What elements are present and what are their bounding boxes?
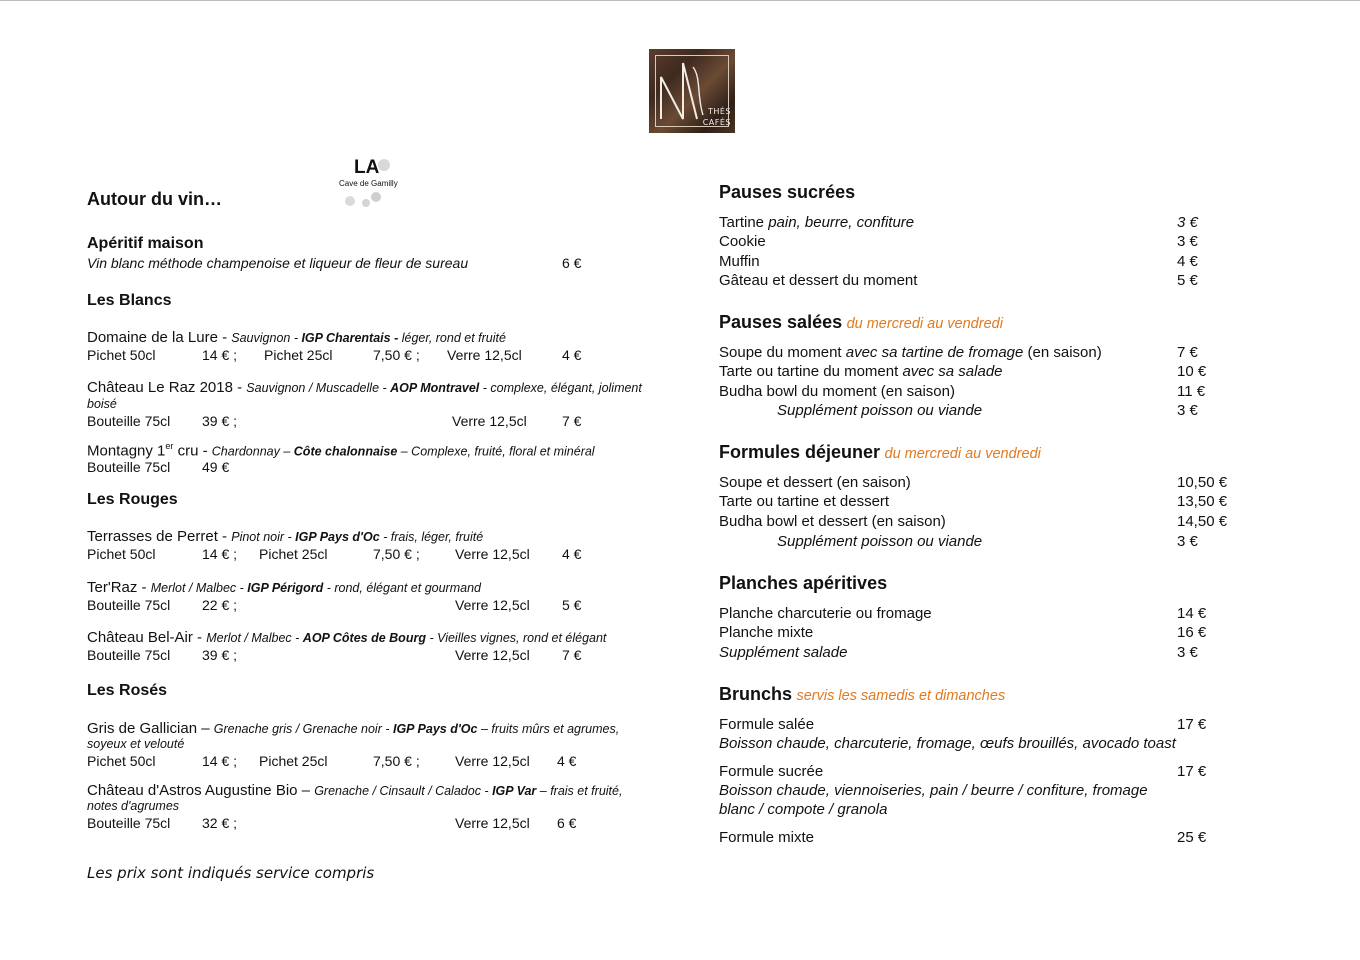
- item-label-end: (en saison): [1023, 344, 1102, 361]
- appellation: AOP Côtes de Bourg: [302, 631, 426, 645]
- aperitif-desc: Vin blanc méthode champenoise et liqueur de fleur de sureau: [87, 255, 469, 271]
- restaurant-logo: [649, 49, 735, 133]
- format: Bouteille 75cl: [87, 459, 171, 475]
- sep: -: [198, 442, 212, 460]
- item-price: 5 €: [1177, 272, 1198, 289]
- brunch-formula-desc: Boisson chaude, charcuterie, fromage, œufs brouillés, avocado toast: [719, 735, 1176, 752]
- appellation: IGP Var: [492, 784, 537, 798]
- grape: Sauvignon / Muscadelle: [246, 381, 380, 395]
- wine-rouge-3: [87, 629, 606, 647]
- sep: -: [291, 631, 303, 645]
- format: Verre 12,5cl: [447, 347, 522, 363]
- item-label-italic: avec sa salade: [902, 363, 1003, 380]
- planches-title: Planches apéritives: [719, 573, 888, 593]
- formules-subtitle: du mercredi au vendredi: [884, 446, 1041, 462]
- grape: Pinot noir: [231, 530, 285, 544]
- format: Pichet 50cl: [87, 753, 156, 769]
- sep: -: [379, 381, 391, 395]
- item-label: Soupe du moment: [719, 344, 846, 361]
- item-price: 11 €: [1177, 383, 1206, 400]
- price: 32 € ;: [202, 815, 238, 831]
- salees-subtitle: du mercredi au vendredi: [846, 316, 1003, 332]
- notes: léger, rond et fruité: [398, 331, 506, 345]
- item-label: Tarte ou tartine du moment: [719, 363, 903, 380]
- notes-cont: notes d'agrumes: [87, 799, 180, 813]
- item-price: 3 €: [1177, 233, 1198, 250]
- sep: –: [279, 444, 294, 459]
- wine-rouge-2: [87, 579, 481, 597]
- sep: -: [290, 331, 302, 345]
- notes-cont: soyeux et velouté: [87, 737, 185, 751]
- item-label: Cookie: [719, 233, 766, 250]
- top-border: [0, 0, 1360, 1]
- aperitif-price: 6 €: [562, 255, 582, 271]
- grape: Chardonnay: [211, 444, 280, 459]
- item-label-italic: Supplément salade: [719, 644, 848, 661]
- sep: -: [480, 784, 493, 798]
- logo-line1: THÉS: [707, 107, 731, 116]
- sep: -: [137, 579, 151, 596]
- item-price: 7 €: [1177, 344, 1198, 361]
- wine-blanc-1: [87, 329, 506, 347]
- item-label-italic: avec sa tartine de fromage: [845, 344, 1024, 361]
- wine-name-cont: cru: [173, 442, 199, 460]
- wine-rouge-1: [87, 528, 483, 546]
- grape: Sauvignon: [231, 331, 291, 345]
- notes: - frais, léger, fruité: [379, 530, 484, 544]
- brunch-formula-desc-cont: blanc / compote / granola: [719, 801, 888, 818]
- appellation: AOP Montravel: [390, 381, 480, 395]
- sep: -: [217, 329, 232, 346]
- salees-title: Pauses salées: [719, 312, 843, 332]
- item-price: 14,50 €: [1177, 513, 1228, 530]
- format: Pichet 25cl: [259, 753, 328, 769]
- item-price: 3 €: [1177, 533, 1198, 550]
- roses-title: Les Rosés: [87, 682, 168, 699]
- brunch-formula-desc: Boisson chaude, viennoiseries, pain / beurre / confiture, fromage: [719, 782, 1148, 799]
- logo-monogram-icon: [657, 57, 717, 127]
- price: 14 € ;: [202, 347, 238, 363]
- item-price: 3 €: [1177, 644, 1198, 661]
- formules-heading: [719, 442, 1041, 463]
- item-price: 3 €: [1177, 402, 1198, 419]
- cave-logo-big: LA: [354, 157, 380, 178]
- service-note: Les prix sont indiqués service compris: [87, 864, 375, 882]
- wine-name: Montagny 1: [87, 442, 166, 460]
- price: 39 € ;: [202, 413, 238, 429]
- notes: – frais et fruité,: [536, 784, 623, 798]
- format: Pichet 25cl: [264, 347, 333, 363]
- brunchs-subtitle: servis les samedis et dimanches: [796, 688, 1006, 704]
- format: Verre 12,5cl: [452, 413, 527, 429]
- brunch-formula-price: 25 €: [1177, 829, 1207, 846]
- item-label-italic: Supplément poisson ou viande: [777, 402, 983, 419]
- grape: Merlot / Malbec: [206, 631, 292, 645]
- brunch-formula-label: Formule salée: [719, 716, 815, 733]
- appellation: IGP Pays d'Oc: [295, 530, 380, 544]
- item-price: 14 €: [1177, 605, 1207, 622]
- logo-line2: CAFÉS: [702, 118, 731, 127]
- item-label: Tartine: [719, 214, 765, 231]
- item-price: 3 €: [1177, 214, 1198, 231]
- format: Verre 12,5cl: [455, 753, 530, 769]
- wine-name: Château Bel-Air: [87, 629, 193, 646]
- item-label: Budha bowl et dessert (en saison): [719, 513, 946, 530]
- price: 4 €: [562, 546, 582, 562]
- wine-rose-1: [87, 720, 619, 738]
- aperitif-title: Apéritif maison: [87, 235, 204, 252]
- sep: -: [217, 528, 232, 545]
- format: Bouteille 75cl: [87, 597, 171, 613]
- format: Pichet 50cl: [87, 546, 156, 562]
- format: Verre 12,5cl: [455, 647, 530, 663]
- sep: –: [297, 782, 315, 799]
- format: Verre 12,5cl: [455, 815, 530, 831]
- price: 4 €: [557, 753, 577, 769]
- price: 7,50 € ;: [373, 753, 420, 769]
- appellation: Côte chalonnaise: [293, 444, 398, 459]
- price: 39 € ;: [202, 647, 238, 663]
- format: Bouteille 75cl: [87, 413, 171, 429]
- price: 4 €: [562, 347, 582, 363]
- formules-title: Formules déjeuner: [719, 442, 881, 462]
- notes: - rond, élégant et gourmand: [323, 581, 481, 595]
- item-label: Budha bowl du moment (en saison): [719, 383, 955, 400]
- appellation: IGP Pays d'Oc: [392, 722, 478, 736]
- brunch-formula-label: Formule sucrée: [719, 763, 824, 780]
- notes: – Complexe, fruité, floral et minéral: [397, 444, 595, 459]
- wine-name: Château Le Raz 2018: [87, 379, 233, 396]
- notes-cont: boisé: [87, 397, 117, 411]
- format: Bouteille 75cl: [87, 815, 171, 831]
- rouges-title: Les Rouges: [87, 491, 178, 508]
- wine-name: Château d'Astros Augustine Bio: [87, 782, 298, 799]
- wine-name: Gris de Gallician: [87, 720, 198, 737]
- grape: Merlot / Malbec: [150, 581, 237, 595]
- wine-name: Ter'Raz: [87, 579, 138, 596]
- format: Pichet 25cl: [259, 546, 328, 562]
- brunchs-heading: [719, 684, 1005, 705]
- item-label: Gâteau et dessert du moment: [719, 272, 918, 289]
- sep: -: [232, 379, 247, 396]
- appellation: IGP Charentais -: [301, 331, 399, 345]
- item-label-italic: Supplément poisson ou viande: [777, 533, 983, 550]
- menu-item: [719, 344, 1102, 361]
- sep: -: [284, 530, 296, 544]
- blancs-title: Les Blancs: [87, 292, 172, 309]
- price: 7 €: [562, 647, 582, 663]
- sep: -: [381, 722, 393, 736]
- brunchs-title: Brunchs: [719, 684, 793, 704]
- brunch-formula-price: 17 €: [1177, 763, 1207, 780]
- sucrees-title: Pauses sucrées: [719, 182, 856, 202]
- item-label: Soupe et dessert (en saison): [719, 474, 911, 491]
- notes: – fruits mûrs et agrumes,: [477, 722, 620, 736]
- sep: –: [197, 720, 214, 737]
- item-price: 13,50 €: [1177, 493, 1228, 510]
- menu-item: [719, 214, 914, 231]
- wine-rose-2: [87, 782, 622, 800]
- item-label: Tarte ou tartine et dessert: [719, 493, 890, 510]
- price: 14 € ;: [202, 753, 238, 769]
- price: 6 €: [557, 815, 577, 831]
- notes: - complexe, élégant, joliment: [479, 381, 642, 395]
- item-label: Planche mixte: [719, 624, 814, 641]
- wine-blanc-3: [87, 441, 595, 460]
- price: 22 € ;: [202, 597, 238, 613]
- format: Verre 12,5cl: [455, 597, 530, 613]
- brunch-formula-price: 17 €: [1177, 716, 1207, 733]
- sep: -: [192, 629, 207, 646]
- sep: -: [236, 581, 248, 595]
- grape: Grenache gris / Grenache noir: [213, 722, 382, 736]
- item-price: 4 €: [1177, 253, 1198, 270]
- price: 49 €: [202, 459, 230, 475]
- brunch-formula-label: Formule mixte: [719, 829, 815, 846]
- salees-heading: [719, 312, 1003, 333]
- format: Pichet 50cl: [87, 347, 156, 363]
- price: 5 €: [562, 597, 582, 613]
- format: Verre 12,5cl: [455, 546, 530, 562]
- price: 7,50 € ;: [373, 546, 420, 562]
- wine-section-title: Autour du vin…: [87, 189, 222, 209]
- format: Bouteille 75cl: [87, 647, 171, 663]
- wine-name: Terrasses de Perret: [87, 528, 218, 545]
- price: 7 €: [562, 413, 582, 429]
- wine-name: Domaine de la Lure: [87, 329, 218, 346]
- price: 14 € ;: [202, 546, 238, 562]
- item-price: 10 €: [1177, 363, 1207, 380]
- cave-logo-small: Cave de Gamilly: [339, 179, 398, 188]
- item-price: 10,50 €: [1177, 474, 1228, 491]
- notes: - Vieilles vignes, rond et élégant: [425, 631, 607, 645]
- price: 7,50 € ;: [373, 347, 420, 363]
- superscript: er: [165, 441, 174, 451]
- grape: Grenache / Cinsault / Caladoc: [314, 784, 481, 798]
- item-label: Muffin: [719, 253, 760, 270]
- wine-blanc-2: [87, 379, 642, 397]
- menu-item: [719, 363, 1003, 380]
- cave-logo: [336, 155, 398, 211]
- item-label-italic: pain, beurre, confiture: [764, 214, 915, 231]
- appellation: IGP Périgord: [247, 581, 324, 595]
- item-label: Planche charcuterie ou fromage: [719, 605, 932, 622]
- item-price: 16 €: [1177, 624, 1207, 641]
